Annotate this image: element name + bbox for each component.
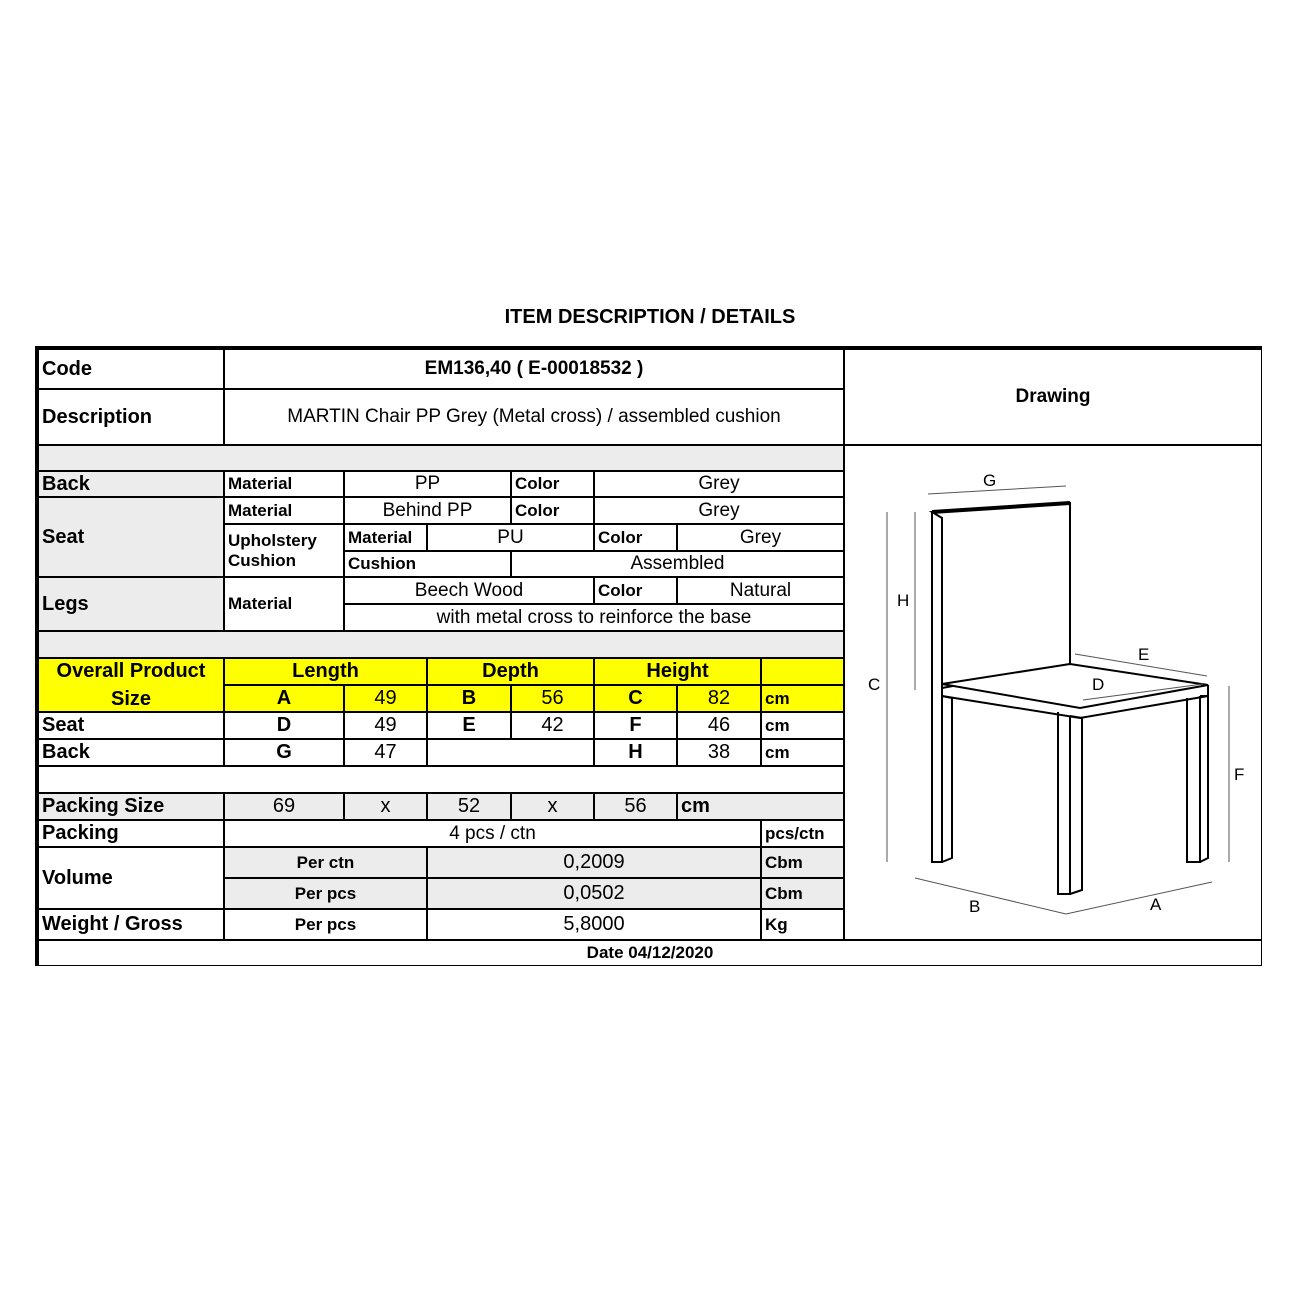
- back-label: Back: [38, 471, 224, 497]
- page-title: ITEM DESCRIPTION / DETAILS: [504, 306, 796, 328]
- volume-per-pcs-value: 0,0502: [427, 878, 761, 909]
- volume-per-ctn-label: Per ctn: [224, 847, 427, 878]
- depth-header: Depth: [427, 658, 594, 685]
- a-letter: A: [224, 685, 344, 712]
- d-value: 49: [344, 712, 427, 739]
- seat-dims-unit: cm: [761, 712, 844, 739]
- height-header: Height: [594, 658, 761, 685]
- spacer-row: [38, 631, 844, 658]
- weight-per-pcs-label: Per pcs: [224, 909, 427, 940]
- back-material-label: Material: [224, 471, 344, 497]
- back-dims-label: Back: [38, 739, 224, 766]
- h-letter: H: [594, 739, 677, 766]
- f-value: 46: [677, 712, 761, 739]
- seat-label: Seat: [38, 497, 224, 577]
- packing-size-v2: 52: [427, 793, 511, 820]
- upholstery-material-label: Material: [344, 524, 427, 551]
- overall-unit: cm: [761, 685, 844, 712]
- label-h: H: [897, 591, 910, 610]
- legs-material-label: Material: [224, 577, 344, 631]
- packing-size-v3: 56: [594, 793, 677, 820]
- cushion-value: Assembled: [511, 551, 844, 577]
- label-e: E: [1138, 645, 1150, 664]
- chair-dimension-drawing: [843, 444, 1259, 936]
- length-header: Length: [224, 658, 427, 685]
- overall-size-label: Overall Product Size: [38, 658, 224, 712]
- packing-value: 4 pcs / ctn: [224, 820, 761, 847]
- volume-per-pcs-label: Per pcs: [224, 878, 427, 909]
- label-d: D: [1092, 675, 1105, 694]
- c-value: 82: [677, 685, 761, 712]
- chair-icon: [932, 503, 1208, 894]
- upholstery-color-label: Color: [594, 524, 677, 551]
- h-value: 38: [677, 739, 761, 766]
- b-letter: B: [427, 685, 511, 712]
- label-f: F: [1234, 765, 1245, 784]
- volume-per-pcs-unit: Cbm: [761, 878, 844, 909]
- label-b: B: [969, 897, 981, 916]
- back-color-label: Color: [511, 471, 594, 497]
- cushion-sub-label: Cushion: [344, 551, 511, 577]
- d-letter: D: [224, 712, 344, 739]
- packing-size-label: Packing Size: [38, 793, 224, 820]
- back-color-value: Grey: [594, 471, 844, 497]
- g-letter: G: [224, 739, 344, 766]
- seat-color-label: Color: [511, 497, 594, 524]
- seat-material-value: Behind PP: [344, 497, 511, 524]
- code-label: Code: [38, 349, 224, 389]
- volume-label: Volume: [38, 847, 224, 909]
- upholstery-color-value: Grey: [677, 524, 844, 551]
- c-letter: C: [594, 685, 677, 712]
- a-value: 49: [344, 685, 427, 712]
- code-value: EM136,40 ( E-00018532 ): [224, 349, 844, 389]
- upholstery-material-value: PU: [427, 524, 594, 551]
- f-letter: F: [594, 712, 677, 739]
- packing-size-v1: 69: [224, 793, 344, 820]
- legs-label: Legs: [38, 577, 224, 631]
- weight-unit: Kg: [761, 909, 844, 940]
- legs-material-value: Beech Wood: [344, 577, 594, 604]
- packing-unit: pcs/ctn: [761, 820, 844, 847]
- back-material-value: PP: [344, 471, 511, 497]
- packing-label: Packing: [38, 820, 224, 847]
- upholstery-cushion-label: [224, 524, 344, 577]
- packing-size-x2: x: [511, 793, 594, 820]
- description-value: MARTIN Chair PP Grey (Metal cross) / assembled cushion: [224, 389, 844, 445]
- spacer-row: [38, 766, 844, 793]
- e-value: 42: [511, 712, 594, 739]
- label-g: G: [983, 471, 997, 490]
- e-letter: E: [427, 712, 511, 739]
- g-value: 47: [344, 739, 427, 766]
- upholstery-label: Upholstery: [228, 530, 317, 550]
- legs-note: with metal cross to reinforce the base: [344, 604, 844, 631]
- legs-color-value: Natural: [677, 577, 844, 604]
- back-dims-blank: [427, 739, 594, 766]
- spacer-row: [38, 445, 844, 471]
- weight-label: Weight / Gross: [38, 909, 224, 940]
- seat-material-label: Material: [224, 497, 344, 524]
- volume-per-ctn-unit: Cbm: [761, 847, 844, 878]
- volume-per-ctn-value: 0,2009: [427, 847, 761, 878]
- weight-value: 5,8000: [427, 909, 761, 940]
- back-dims-unit: cm: [761, 739, 844, 766]
- date-footer: Date 04/12/2020: [38, 940, 1262, 966]
- label-c: C: [868, 675, 881, 694]
- seat-color-value: Grey: [594, 497, 844, 524]
- label-a: A: [1150, 895, 1162, 914]
- unit-header-blank: [761, 658, 844, 685]
- seat-dims-label: Seat: [38, 712, 224, 739]
- description-label: Description: [38, 389, 224, 445]
- cushion-label: Cushion: [228, 550, 296, 570]
- packing-size-x1: x: [344, 793, 427, 820]
- legs-color-label: Color: [594, 577, 677, 604]
- b-value: 56: [511, 685, 594, 712]
- drawing-label: Drawing: [844, 349, 1262, 445]
- packing-size-unit: cm: [677, 793, 844, 820]
